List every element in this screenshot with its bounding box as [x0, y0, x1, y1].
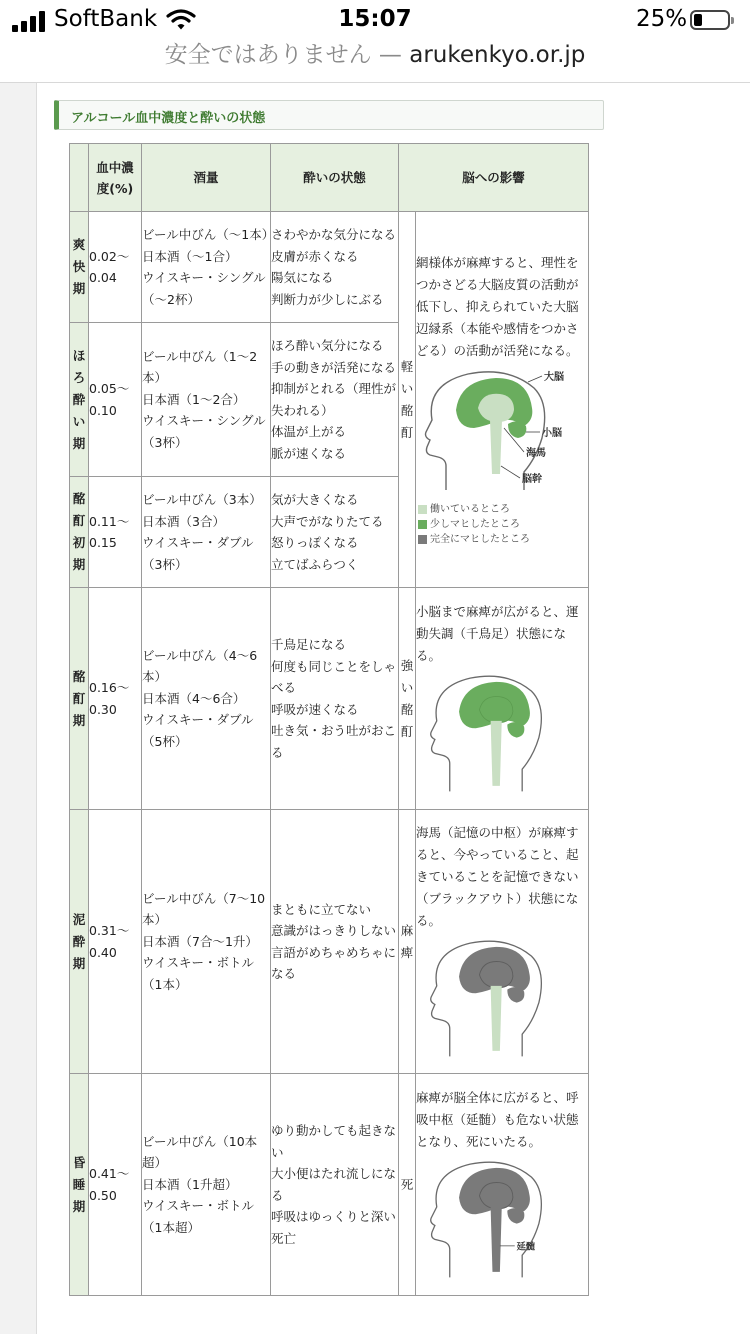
legend-working: 働いているところ	[418, 502, 588, 517]
carrier-name: SoftBank	[54, 6, 158, 32]
clock: 15:07	[338, 6, 412, 32]
table-header-row	[70, 144, 589, 212]
amount-cell: ビール中びん（10本超） 日本酒（1升超） ウイスキー・ボトル（1本超）	[142, 1074, 271, 1296]
phase-label: 酩酊初期	[70, 477, 89, 588]
phase-label: 昏睡期	[70, 1074, 89, 1296]
intoxication-level: 軽い酩酊	[399, 212, 416, 588]
header-state: 酔いの状態	[271, 144, 399, 212]
brain-diagram-image	[416, 667, 581, 797]
concentration-cell: 0.31～0.40	[89, 810, 142, 1074]
table-row	[70, 1074, 589, 1296]
label-cerebrum: 大脳	[544, 372, 564, 383]
amount-cell: ビール中びん（～1本） 日本酒（～1合） ウイスキー・シングル（～2杯）	[142, 212, 271, 323]
intoxication-level: 麻痺	[399, 810, 416, 1074]
state-cell: まともに立てない 意識がはっきりしない 言語がめちゃめちゃになる	[271, 810, 399, 1074]
brain-effect-text: 麻痺が脳全体に広がると、呼吸中枢（延髄）も危ない状態となり、死にいたる。	[416, 1089, 579, 1149]
label-hippocampus: 海馬	[526, 448, 546, 459]
address-bar[interactable]	[0, 36, 750, 76]
section-title: アルコール血中濃度と酔いの状態	[71, 111, 266, 126]
phase-label: 酩酊期	[70, 588, 89, 810]
brain-diagram-image	[416, 1153, 581, 1283]
brain-effect-text: 小脳まで麻痺が広がると、運動失調（千鳥足）状態になる。	[416, 603, 579, 663]
alcohol-table	[69, 143, 589, 1296]
brain-legend	[418, 502, 588, 547]
battery-percentage: 25%	[636, 6, 688, 32]
table-row	[70, 212, 589, 323]
concentration-cell: 0.05～0.10	[89, 323, 142, 477]
label-cerebellum: 小脳	[542, 428, 562, 439]
state-cell: ほろ酔い気分になる 手の動きが活発になる 抑制がとれる（理性が失われる） 体温が上がる 脈が速くなる	[271, 323, 399, 477]
amount-cell: ビール中びん（4～6本） 日本酒（4～6合） ウイスキー・ダブル（5杯）	[142, 588, 271, 810]
amount-cell: ビール中びん（7～10本） 日本酒（7合～1升） ウイスキー・ボトル（1本）	[142, 810, 271, 1074]
phase-label: ほろ酔い期	[70, 323, 89, 477]
state-cell: 千鳥足になる 何度も同じことをしゃべる 呼吸が速くなる 吐き気・おう吐がおこる	[271, 588, 399, 810]
label-brainstem: 脳幹	[522, 474, 542, 485]
header-brain: 脳への影響	[399, 144, 589, 212]
intoxication-level: 強い酩酊	[399, 588, 416, 810]
brain-effect-cell	[416, 810, 589, 1074]
state-cell: 気が大きくなる 大声でがなりたてる 怒りっぽくなる 立てばふらつく	[271, 477, 399, 588]
brain-effect-text: 網様体が麻痺すると、理性をつかさどる大脳皮質の活動が低下し、抑えられていた大脳辺縁系（本能や感情をつかさどる）の活動が活発になる。	[416, 255, 579, 358]
url-host: arukenkyo.or.jp	[409, 42, 586, 68]
legend-full: 完全にマヒしたところ	[418, 532, 588, 547]
concentration-cell: 0.11～0.15	[89, 477, 142, 588]
amount-cell: ビール中びん（3本） 日本酒（3合） ウイスキー・ダブル（3杯）	[142, 477, 271, 588]
header-concentration: 血中濃度(%)	[89, 144, 142, 212]
amount-cell: ビール中びん（1～2本） 日本酒（1～2合） ウイスキー・シングル（3杯）	[142, 323, 271, 477]
brain-effect-text: 海馬（記憶の中枢）が麻痺すると、今やっていること、起きていることを記憶できない（ブラックアウト）状態になる。	[416, 824, 579, 928]
concentration-cell: 0.16～0.30	[89, 588, 142, 810]
table-row	[70, 588, 589, 810]
brain-diagram-image	[416, 362, 581, 502]
brain-effect-cell	[416, 1074, 589, 1296]
section-heading	[54, 100, 604, 130]
label-medulla: 延髄	[516, 1241, 536, 1253]
phase-label: 爽快期	[70, 212, 89, 323]
phase-label: 泥酔期	[70, 810, 89, 1074]
brain-effect-cell	[416, 212, 589, 588]
concentration-cell: 0.02～0.04	[89, 212, 142, 323]
concentration-cell: 0.41～0.50	[89, 1074, 142, 1296]
state-cell: さわやかな気分になる 皮膚が赤くなる 陽気になる 判断力が少しにぶる	[271, 212, 399, 323]
header-amount: 酒量	[142, 144, 271, 212]
brain-effect-cell	[416, 588, 589, 810]
battery-icon	[690, 10, 730, 30]
state-cell: ゆり動かしても起きない 大小便はたれ流しになる 呼吸はゆっくりと深い 死亡	[271, 1074, 399, 1296]
intoxication-level: 死	[399, 1074, 416, 1296]
legend-partial: 少しマヒしたところ	[418, 517, 588, 532]
brain-diagram-image	[416, 932, 581, 1062]
header-blank	[70, 144, 89, 212]
table-row	[70, 810, 589, 1074]
not-secure-label: 安全ではありません —	[164, 42, 402, 68]
